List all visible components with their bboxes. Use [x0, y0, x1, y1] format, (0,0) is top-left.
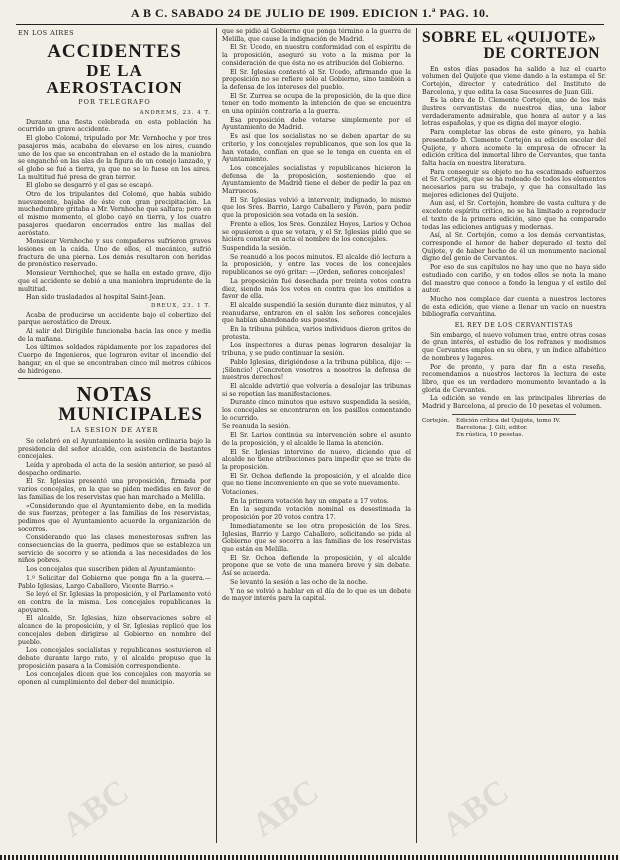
paragraph: Pablo Iglesias, dirigiéndose a la tribuna pública, dijo: —¡Silencio! ¡Concreten vosotros a nosotros la defensa de nuestros derechos!: [222, 358, 411, 382]
column-3: [422, 28, 606, 848]
paragraph: El Sr. Iglesias contestó al Sr. Ucedo, afirmando que la proposición no se refiere sólo al Gobierno, sino también a la defensa de los intereses del pueblo.: [222, 68, 411, 91]
paragraph: «Considerando que el Ayuntamiento debe, en la medida de sus fuerzas, proteger a las familias de los reservistas, pedimos que el Ayuntamiento acuerde la organización de socorros.: [18, 502, 211, 533]
paragraph: En estos días pasados ha salido a luz el cuarto volumen del Quijote que viene dando a la estampa el Sr. Cortejón, director y catedrático del Instituto de Barcelona, y que edita la casa Sucesores de Juan Gili.: [422, 65, 606, 96]
footnote-line: Edición crítica del Quijote, tomo IV.: [456, 417, 561, 424]
paragraph: Aun así, el Sr. Cortejón, hombre de vasta cultura y de excelente espíritu crítico, no se ha limitado a reproducir el texto de la primera edición, sino que ha comparado todas las ediciones antiguas y modernas.: [422, 200, 606, 231]
column-1: [18, 28, 211, 848]
footnote: [422, 418, 606, 439]
paragraph: En la segunda votación nominal es desestimada la proposición por 20 votos contra 17.: [222, 506, 411, 522]
divider: [18, 378, 211, 379]
paragraph: El Sr. Zurrea se ocupa de la proposición, de la que dice tener en todo momento la intención de que se encuentra en una opinión contraria a la guerra.: [222, 92, 411, 116]
paragraph: Por eso de sus capítulos no hay uno que no haya sido estudiado con cariño, y en todos ellos se nota la mano del maestro que conoce a fondo la lengua y el estilo del autor.: [422, 264, 606, 295]
paragraph: El Sr. Iglesias intervino de nuevo, diciendo que el alcalde no tiene atribuciones para impedir que se trate de la proposición.: [222, 448, 411, 471]
headline-aerostacion: DE LA AEROSTACION: [46, 60, 183, 98]
paragraph: Los concejales socialistas y republicanos sostuvieron el debate durante largo rato, y el alcalde propuso que la proposición pasara a la Comisión correspondiente.: [18, 647, 211, 670]
column-rule: [216, 28, 217, 843]
paragraph: El Sr. Iglesias volvió a intervenir, indignado, lo mismo que los Sres. Barrio, Largo Caballero y Pavón, para pedir que la proposición sea votada en la sesión.: [222, 196, 411, 220]
paragraph: El globo se desgarró y el gas se escapó.: [26, 182, 154, 190]
headline-municipales: MUNICIPALES: [58, 404, 203, 426]
paragraph: Para completar las obras de este género, ya había presentado D. Clemente Cortejón su edición escolar del Quijote, y ahora acomete la empresa de ofrecer la edición crítica del inmortal libro de Cervantes, que tanta falta hacía en nuestra literatura.: [422, 129, 606, 167]
paragraph: Los inspectores a duras penas lograron desalojar la tribuna, y se pudo continuar la sesión.: [222, 342, 411, 358]
dateline: ANDREMS, 23. 4 T.: [139, 110, 211, 117]
footnote-label: Cortejón.: [422, 417, 450, 424]
divider: [452, 414, 576, 415]
paragraph: Votaciones.: [222, 489, 259, 497]
paragraph: La proposición fué desechada por treinta votos contra diez, siendo más los votos en contra que los emitidos a favor de ella.: [222, 277, 411, 301]
column-2: [222, 28, 411, 848]
column-rule: [416, 28, 417, 843]
headline-sobre: SOBRE EL «QUIJOTE»: [422, 29, 597, 46]
paragraph: Se reanuda la sesión.: [222, 423, 291, 431]
footnote-line: En rústica, 10 pesetas.: [456, 431, 524, 438]
paragraph: Los concejales dicen que los concejales con mayoría se oponen al cumplimiento del deber del municipio.: [18, 671, 211, 687]
paragraph: Para conseguir su objeto no ha escatimado esfuerzos el Sr. Cortejón, que se ha rodeado de todos los elementos necesarios para su trabajo, y que ha consultado las mejores ediciones del Quijote.: [422, 168, 606, 199]
paragraph: El alcalde, Sr. Iglesias, hizo observaciones sobre el alcance de la proposición, y el Sr. Iglesias replicó que los concejales deben dirigirse al Gobierno en nombre del pueblo.: [18, 615, 211, 646]
headline-cortejon: DE CORTEJON: [483, 45, 600, 63]
paragraph: Considerando que las clases menesterosas sufren las consecuencias de la guerra, pedimos que se establezca un servicio de socorro y se atienda a las necesidades de los niños pobres.: [18, 534, 211, 565]
section-subhead: EL REY DE LOS CERVANTISTAS: [454, 322, 574, 330]
paragraph: El Sr. Larios continúa su intervención sobre el asunto de la proposición, y el alcalde le llama la atención.: [222, 432, 411, 447]
paragraph: El alcalde advirtió que volvería a desalojar las tribunas si se repetían las manifestaciones.: [222, 382, 411, 398]
paragraph: Leída y aprobada el acta de la sesión anterior, se pasó al despacho ordinario.: [18, 462, 211, 477]
paragraph: El Sr. Ochoa defiende la proposición, y el alcalde propone que se vote de una manera breve y sin debate. Así se acuerda.: [222, 554, 411, 578]
paragraph: Frente a ellos, los Sres. González Hoyos, Larios y Ochoa se opusieron a que se votara, y el Sr. Iglesias pidió que se hiciera constar en acta el nombre de los concejales.: [222, 220, 411, 244]
subhead: POR TELÉGRAFO: [78, 98, 151, 107]
paragraph: El Sr. Ucedo, en nuestra conformidad con el espíritu de la proposición, aseguró su voto a la misma por la consideración de que ésta no es atribución del Gobierno.: [222, 44, 411, 67]
paragraph: Se celebró en el Ayuntamiento la sesión ordinaria bajo la presidencia del señor alcalde, con asistencia de bastantes concejales.: [18, 437, 211, 461]
footnote-lines: [456, 418, 606, 439]
footnote-line: Barcelona: J. Gili, editor.: [456, 424, 528, 431]
paragraph: Suspendida la sesión.: [222, 244, 292, 252]
paragraph: Sin embargo, el nuevo volumen trae, entre otras cosas de gran interés, el estudio de los refranes y modismos que Cervantes emplea en su obra, y un índice alfabético de nombres y lugares.: [422, 331, 606, 362]
paragraph: Durante una fiesta celebrada en esta población ha ocurrido un grave accidente.: [18, 118, 211, 134]
dateline: DREUX, 23. 1 T.: [151, 302, 211, 309]
subhead: LA SESION DE AYER: [70, 426, 159, 435]
paragraph: El Sr. Ochoa defiende la proposición, y el alcalde dice que no tiene inconveniente en que se vote nuevamente.: [222, 472, 411, 488]
headline-accidentes: ACCIDENTES: [47, 40, 182, 62]
paragraph: Los últimos soldados rápidamente por los zapadores del Cuerpo de Ingenieros, que lograron evitar el incendio del hangar, en el que se encontraban cinco mil metros cúbicos de hidrógeno.: [18, 344, 211, 375]
paragraph: Esa proposición debe votarse simplemente por el Ayuntamiento de Madrid.: [222, 116, 411, 132]
paragraph: Y no se volvió a hablar en el día de lo que es un debate de mayor interés para la capital.: [222, 587, 411, 603]
paragraph: En la tribuna pública, varios individuos dieron gritos de protesta.: [222, 326, 411, 341]
abc-watermark: ABC: [435, 772, 516, 845]
paragraph: El Sr. Iglesias presentó una proposición, firmada por varios concejales, en la que se piden medidas en favor de las familias de los reservistas que han marchado a Melilla.: [18, 478, 211, 501]
paragraph: En la primera votación hay un empate a 17 votos.: [230, 497, 389, 505]
paragraph: Por de pronto, y para dar fin a esta reseña, recomendamos a nuestros lectores la lectura de este libro, que es un verdadero monumento levantado a la gloria de Cervantes.: [422, 363, 606, 394]
abc-watermark: ABC: [245, 772, 326, 845]
paragraph: Los concejales socialistas y republicanos hicieron la defensa de la proposición, sosteniendo que el Ayuntamiento de Madrid tiene el deber de pedir la paz en Marruecos.: [222, 164, 411, 196]
paragraph: Se leyó el Sr. Iglesias la proposición, y el Parlamento votó en contra de la misma. Los concejales republicanos la apoyaron.: [18, 591, 211, 614]
paragraph: 1.º Solicitar del Gobierno que ponga fin a la guerra.—Pablo Iglesias, Largo Caballero, Vicente Barrio.»: [18, 574, 211, 590]
paragraph: Es así que los socialistas no se deben apartar de su criterio, y los concejales republicanos, que son los que la han votado, confían en que se le tenga en cuenta en el Ayuntamiento.: [222, 133, 411, 164]
masthead-rule: [16, 24, 604, 25]
masthead: A B C. SABADO 24 DE JULIO DE 1909. EDICION 1.ª PAG. 10.: [131, 6, 489, 20]
paragraph: El alcalde suspendió la sesión durante diez minutos, y al reanudarse, entraron en el salón los señores concejales que habían abandonado sus puestos.: [222, 301, 411, 325]
paragraph: Se reanudó a los pocos minutos. El alcalde dió lectura a la proposición, y entre las voces de los concejales republicanos se oyó gritar: —¡Orden, señores concejales!: [222, 253, 411, 277]
paragraph: La edición se vende en las principales librerías de Madrid y Barcelona, al precio de 10 pesetas el volumen.: [422, 395, 606, 411]
paragraph: Así, al Sr. Cortejón, como a los demás cervantistas, corresponde el honor de haber depurado el texto del Quijote, y de haber hecho de él un monumento nacional digno del genio de Cervantes.: [422, 232, 606, 263]
paragraph: Los concejales que suscriben piden al Ayuntamiento:: [26, 566, 196, 574]
paragraph: Han sido trasladados al hospital Saint-Jean.: [26, 294, 166, 302]
paragraph: Al salir del Dirigible funcionaba hacia las once y media de la mañana.: [18, 328, 211, 343]
abc-watermark: ABC: [55, 772, 136, 845]
paragraph: Mucho nos complace dar cuenta a nuestros lectores de esta edición, que viene a llenar un vacío en nuestra bibliografía cervantina.: [422, 295, 606, 319]
paragraph: Es la obra de D. Clemente Cortejón, uno de los más ilustres cervantistas de nuestros días, una labor verdaderamente admirable, que honra al autor y a las letras españolas, y que es digna del mayor elogio.: [422, 97, 606, 128]
paragraph: que se pidió al Gobierno que ponga término a la guerra de Melilla, que cause la indignación de Madrid.: [222, 28, 411, 43]
section-kicker: EN LOS AIRES: [18, 29, 75, 37]
paragraph: Monsieur Vernhoche y sus compañeros sufrieron graves lesiones en la caída. Uno de ellos, el mecánico, sufrió fractura de una pierna. Los demás resultaron con heridas de pronóstico reservado.: [18, 238, 211, 269]
paragraph: Acaba de producirse un accidente bajo el cobertizo del parque aerostático de Dreux.: [18, 311, 211, 327]
paragraph: Otro de los tripulantes del Colomé, que había subido nuevamente, bajaba de éste con gran precipitación. La muchedumbre gritaba a Mr. Vernhoche que saltara; pero en el mismo momento, el globo cayó en tierra, y los cuatro pasajeros quedaron encerrados entre las mallas del aeróstato.: [18, 191, 211, 237]
bottom-border: [0, 855, 620, 860]
headline-notas: NOTAS: [76, 382, 153, 407]
paragraph: Se levantó la sesión a las ocho de la noche.: [230, 578, 368, 586]
paragraph: Inmediatamente se lee otra proposición de los Sres. Iglesias, Barrio y Largo Caballero, solicitando se pida al Gobierno que se socorra a las familias de los reservistas que están en Melilla.: [222, 522, 411, 553]
paragraph: Monsieur Vernhochel, que se halla en estado grave, dijo que el accidente se debió a una maniobra imprudente de la multitud.: [18, 270, 211, 293]
paragraph: Durante cinco minutos que estuvo suspendida la sesión, los concejales se encontraron en los pasillos comentando lo ocurrido.: [222, 399, 411, 422]
paragraph: El globo Colomé, tripulado por Mr. Vernhoche y por tres pasajeros más, acababa de elevarse en los aires, cuando uno de los que se encontraban en el estado de la maniobra se enganchó en las alas de la figura de un conejo lanzado, y el globo se fué a tierra, ya que no se lo fuese en los aires. La multitud fué presa de gran terror.: [18, 135, 211, 181]
